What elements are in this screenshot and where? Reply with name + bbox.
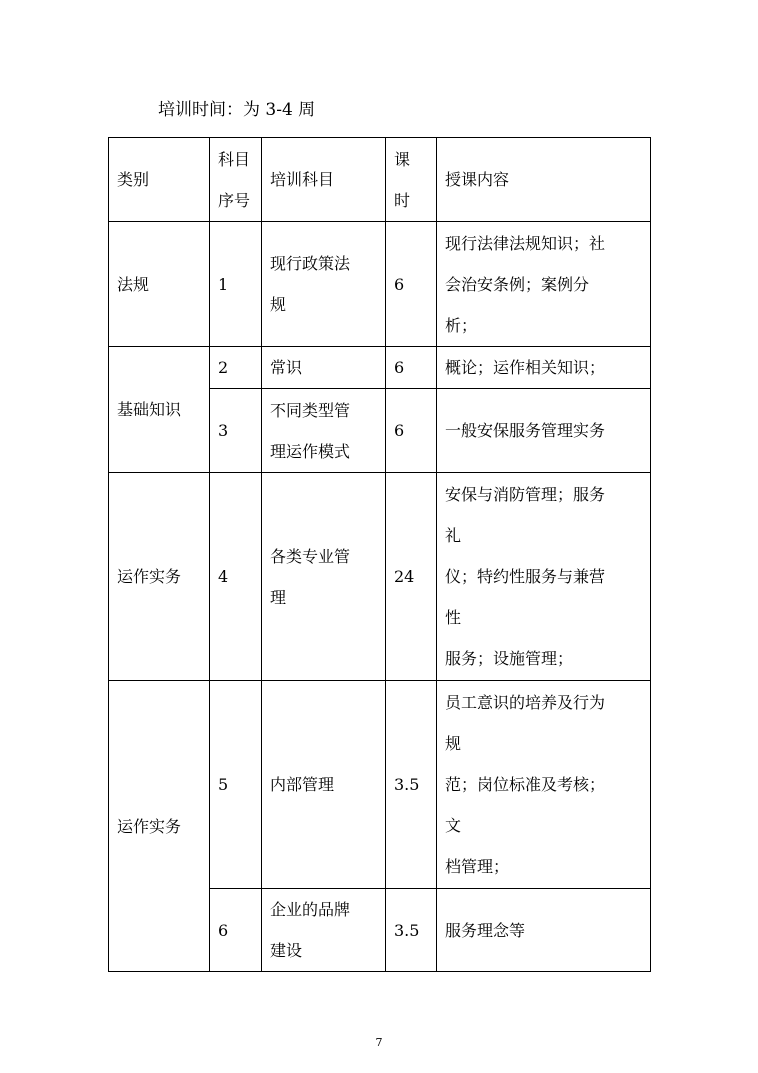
header-hours (386, 138, 437, 222)
subject-line: 理 (270, 587, 287, 607)
cell-hours: 24 (386, 473, 437, 681)
cell-seq: 1 (210, 222, 262, 347)
header-hours-line: 时 (394, 190, 411, 210)
content-line: 服务；设施管理； (445, 649, 574, 668)
header-seq (210, 138, 262, 222)
content-line: 安保与消防管理；服务 (445, 485, 606, 504)
content-line: 范；岗位标准及考核； (445, 775, 606, 794)
cell-category: 运作实务 (109, 473, 210, 681)
cell-seq: 6 (210, 889, 262, 972)
cell-subject (262, 473, 386, 681)
cell-hours: 3.5 (386, 889, 437, 972)
subject-line: 企业的品牌 (270, 900, 351, 919)
table-row (109, 681, 651, 889)
subject-line: 各类专业管 (270, 546, 351, 566)
content-line: 员工意识的培养及行为 (445, 693, 606, 712)
cell-subject (262, 222, 386, 347)
cell-content (437, 347, 651, 389)
subject-line: 内部管理 (270, 775, 335, 794)
content-line: 档管理； (445, 857, 510, 876)
cell-content (437, 222, 651, 347)
cell-seq: 4 (210, 473, 262, 681)
cell-subject (262, 347, 386, 389)
cell-category: 法规 (109, 222, 210, 347)
header-category: 类别 (109, 138, 210, 222)
header-hours-line: 课 (394, 149, 411, 169)
cell-hours: 6 (386, 347, 437, 389)
content-line: 一般安保服务管理实务 (445, 421, 606, 440)
cell-content (437, 681, 651, 889)
content-line: 礼 (445, 526, 462, 545)
page-number: 7 (375, 1036, 383, 1049)
content-line: 规 (445, 734, 462, 753)
subject-line: 理运作模式 (270, 441, 351, 461)
subject-line: 规 (270, 295, 287, 314)
cell-content (437, 389, 651, 473)
content-line: 性 (445, 608, 462, 627)
cell-subject (262, 889, 386, 972)
cell-content (437, 889, 651, 972)
header-seq-line: 序号 (218, 190, 251, 210)
cell-hours: 6 (386, 222, 437, 347)
table-header-row (109, 138, 651, 222)
cell-category: 运作实务 (109, 681, 210, 972)
cell-subject (262, 389, 386, 473)
cell-seq: 2 (210, 347, 262, 389)
content-line: 会治安条例；案例分 (445, 274, 590, 294)
cell-subject (262, 681, 386, 889)
table-row (109, 347, 651, 389)
content-line: 现行法律法规知识；社 (445, 233, 606, 253)
training-duration: 培训时间：为 3-4 周 (158, 100, 316, 120)
subject-line: 常识 (270, 358, 303, 377)
cell-category: 基础知识 (109, 347, 210, 473)
table-row (109, 473, 651, 681)
table-row (109, 222, 651, 347)
subject-line: 不同类型管 (270, 400, 351, 420)
header-content: 授课内容 (437, 138, 651, 222)
cell-hours: 6 (386, 389, 437, 473)
subject-line: 现行政策法 (270, 254, 351, 273)
content-line: 析； (445, 315, 478, 335)
cell-content (437, 473, 651, 681)
cell-seq: 5 (210, 681, 262, 889)
content-line: 服务理念等 (445, 920, 526, 940)
content-line: 概论；运作相关知识； (445, 358, 606, 377)
cell-seq: 3 (210, 389, 262, 473)
header-seq-line: 科目 (218, 149, 251, 169)
training-table (108, 137, 651, 972)
header-subject: 培训科目 (262, 138, 386, 222)
content-line: 文 (445, 816, 462, 835)
content-line: 仪；特约性服务与兼营 (445, 567, 606, 586)
cell-hours: 3.5 (386, 681, 437, 889)
subject-line: 建设 (270, 941, 303, 960)
